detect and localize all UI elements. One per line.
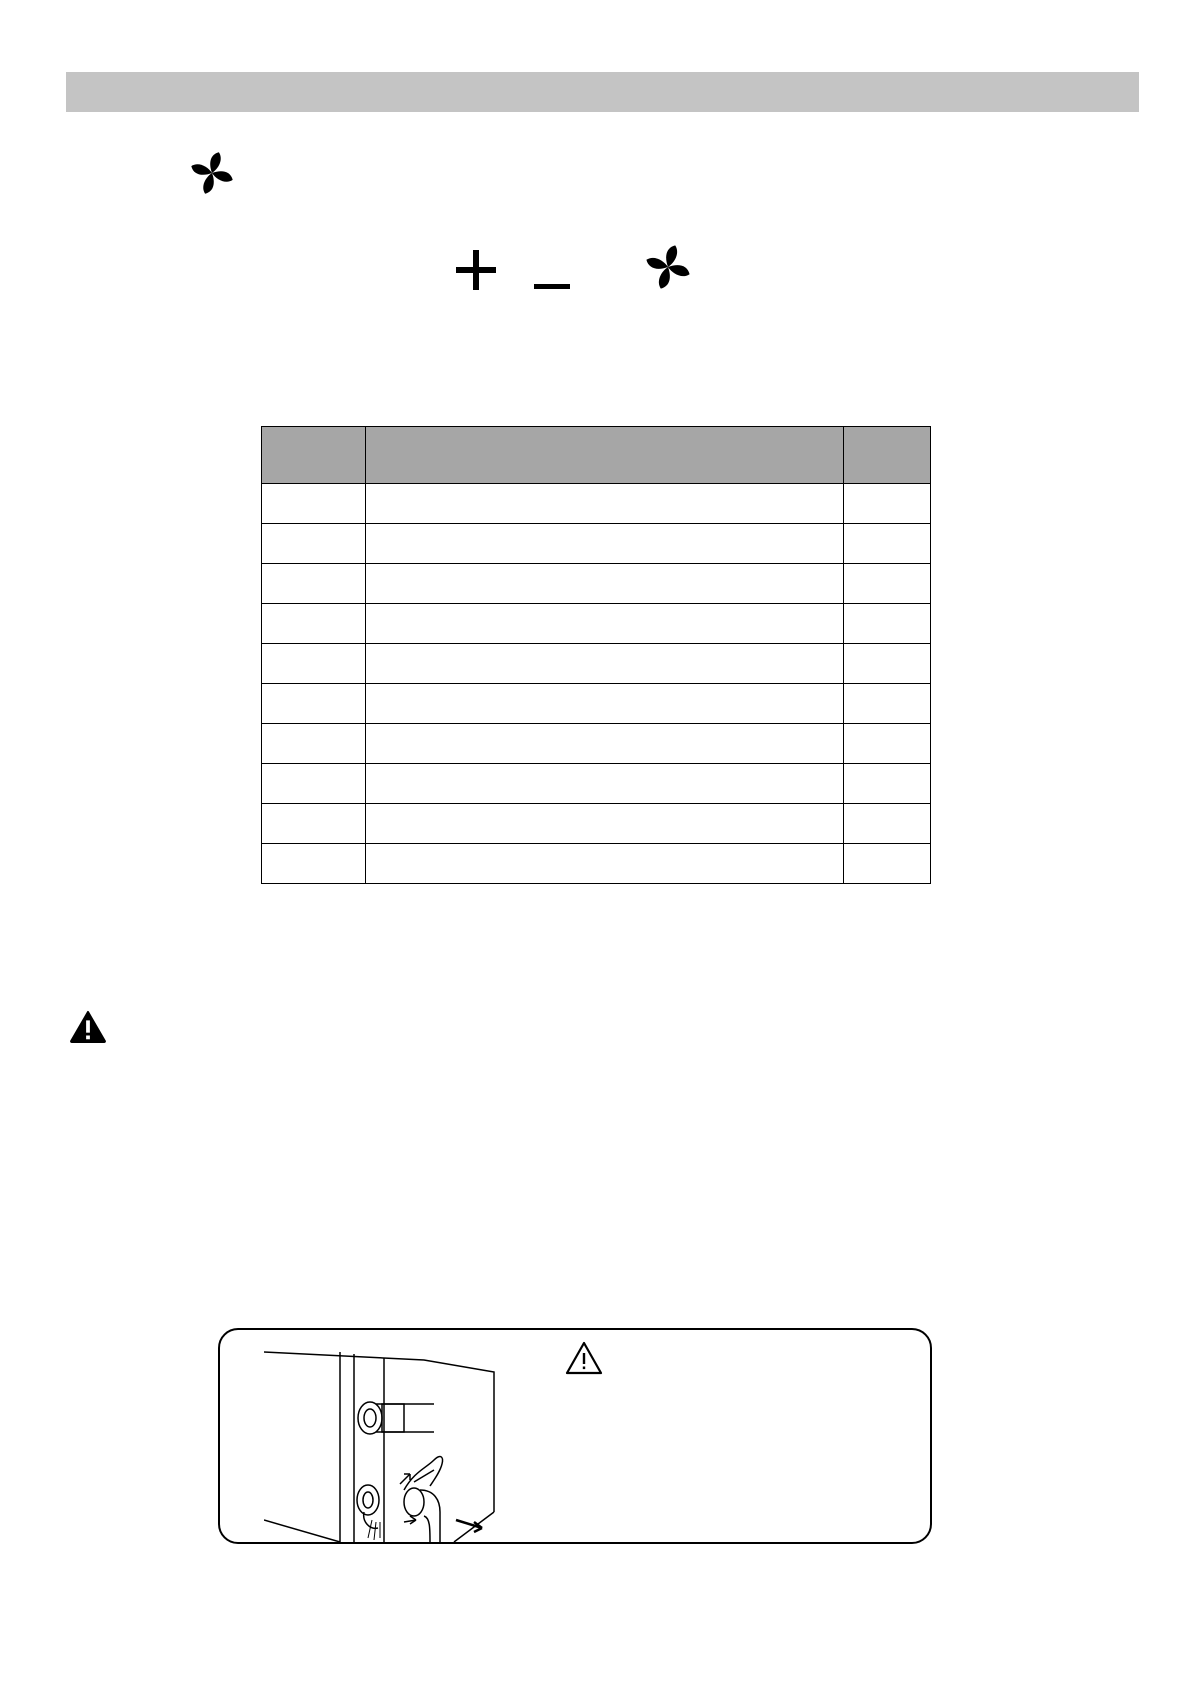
spec-table — [261, 426, 931, 884]
table-row — [262, 764, 931, 804]
table-cell — [366, 724, 844, 764]
fan-icon — [644, 243, 692, 291]
table-header-cell — [262, 427, 366, 484]
table-header-cell — [844, 427, 931, 484]
table-cell — [366, 844, 844, 884]
table-cell — [262, 804, 366, 844]
drain-hose-illustration — [264, 1342, 504, 1542]
table-cell — [366, 484, 844, 524]
fan-icon — [189, 150, 235, 196]
plus-icon — [454, 248, 498, 292]
table-cell — [844, 764, 931, 804]
table-cell — [844, 684, 931, 724]
warning-icon — [564, 1340, 604, 1376]
table-cell — [844, 844, 931, 884]
table-cell — [844, 804, 931, 844]
minus-icon — [532, 262, 572, 292]
table-cell — [262, 684, 366, 724]
table-cell — [844, 644, 931, 684]
table-cell — [844, 604, 931, 644]
table-header-row — [262, 427, 931, 484]
table-cell — [844, 724, 931, 764]
caution-box — [218, 1328, 932, 1544]
table-cell — [366, 644, 844, 684]
table-cell — [262, 764, 366, 804]
table-cell — [366, 764, 844, 804]
table-cell — [366, 684, 844, 724]
table-row — [262, 604, 931, 644]
table-cell — [844, 484, 931, 524]
table-cell — [366, 564, 844, 604]
table-cell — [262, 844, 366, 884]
table-cell — [262, 564, 366, 604]
table-row — [262, 564, 931, 604]
table-cell — [366, 804, 844, 844]
table-row — [262, 484, 931, 524]
table-cell — [262, 524, 366, 564]
table-cell — [366, 604, 844, 644]
table-row — [262, 684, 931, 724]
table-cell — [262, 484, 366, 524]
table-cell — [262, 604, 366, 644]
table-row — [262, 844, 931, 884]
table-row — [262, 644, 931, 684]
table-row — [262, 724, 931, 764]
table-cell — [366, 524, 844, 564]
table-cell — [844, 564, 931, 604]
table-cell — [262, 724, 366, 764]
table-row — [262, 804, 931, 844]
table-row — [262, 524, 931, 564]
table-cell — [844, 524, 931, 564]
section-header-bar — [66, 72, 1139, 112]
table-cell — [262, 644, 366, 684]
warning-icon — [69, 1010, 107, 1044]
table-header-cell — [366, 427, 844, 484]
